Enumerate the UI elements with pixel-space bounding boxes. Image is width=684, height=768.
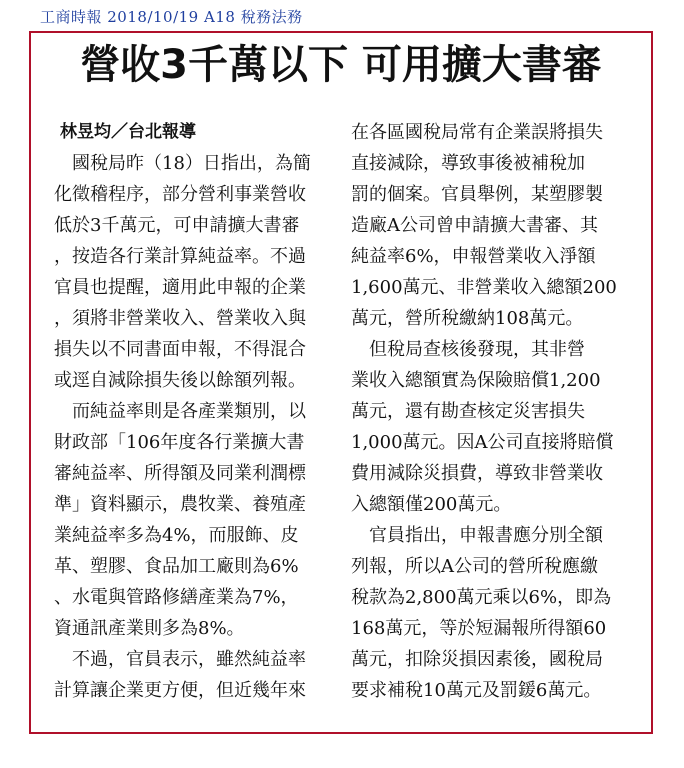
left-column-line: 損失以不同書面申報，不得混合 xyxy=(54,339,306,360)
left-column-line: 審純益率、所得額及同業利潤標 xyxy=(54,463,306,484)
article-headline: 營收3千萬以下 可用擴大書審 xyxy=(80,42,602,88)
left-column-line: 資通訊產業則多為8%。 xyxy=(54,618,245,639)
right-column-line: 直接減除，導致事後被補稅加 xyxy=(351,153,585,174)
right-column-line: 1,600萬元、非營業收入總額200 xyxy=(351,277,617,298)
right-column-line: 但稅局查核後發現，其非營 xyxy=(351,339,585,360)
left-column-line: ，須將非營業收入、營業收入與 xyxy=(54,308,306,329)
article-byline: 林昱均／台北報導 xyxy=(60,122,196,142)
left-column-line: 革、塑膠、食品加工廠則為6% xyxy=(54,556,299,577)
article-right-column xyxy=(351,117,623,706)
left-column-line: 不過，官員表示，雖然純益率 xyxy=(54,649,306,670)
right-column-line: 入總額僅200萬元。 xyxy=(351,494,512,515)
right-column-line: 要求補稅10萬元及罰鍰6萬元。 xyxy=(351,680,602,701)
newspaper-source-header: 工商時報 2018/10/19 A18 稅務法務 xyxy=(40,8,303,26)
right-column-line: 業收入總額實為保險賠償1,200 xyxy=(351,370,601,391)
left-column-line: 計算讓企業更方便，但近幾年來 xyxy=(54,680,306,701)
right-column-line: 萬元，還有勘查核定災害損失 xyxy=(351,401,585,422)
right-column-line: 168萬元，等於短漏報所得額60 xyxy=(351,618,607,639)
left-column-line: 、水電與管路修繕產業為7%， xyxy=(54,587,299,608)
left-column-line: 國稅局昨（18）日指出，為簡 xyxy=(54,153,311,174)
right-column-line: 造廠A公司曾申請擴大書審、其 xyxy=(351,215,598,236)
right-column-line: 列報，所以A公司的營所稅應繳 xyxy=(351,556,598,577)
left-column-line: 準」資料顯示，農牧業、養殖產 xyxy=(54,494,306,515)
right-column-line: 萬元，營所稅繳納108萬元。 xyxy=(351,308,584,329)
left-column-line: 而純益率則是各產業類別，以 xyxy=(54,401,306,422)
article-left-column xyxy=(54,117,326,706)
right-column-line: 在各區國稅局常有企業誤將損失 xyxy=(351,122,603,143)
left-column-line: 低於3千萬元，可申請擴大書審 xyxy=(54,215,300,236)
left-column-line: 官員也提醒，適用此申報的企業 xyxy=(54,277,306,298)
left-column-line: ，按造各行業計算純益率。不過 xyxy=(54,246,306,267)
left-column-line: 財政部「106年度各行業擴大書 xyxy=(54,432,305,453)
article-frame xyxy=(29,31,653,734)
right-column-line: 稅款為2,800萬元乘以6%，即為 xyxy=(351,587,612,608)
right-column-line: 純益率6%，申報營業收入淨額 xyxy=(351,246,596,267)
right-column-line: 官員指出，申報書應分別全額 xyxy=(351,525,603,546)
right-column-line: 萬元，扣除災損因素後，國稅局 xyxy=(351,649,603,670)
right-column-line: 1,000萬元。因A公司直接將賠償 xyxy=(351,432,614,453)
right-column-line: 罰的個案。官員舉例，某塑膠製 xyxy=(351,184,603,205)
left-column-line: 業純益率多為4%，而服飾、皮 xyxy=(54,525,299,546)
left-column-line: 化徵稽程序，部分營利事業營收 xyxy=(54,184,306,205)
right-column-line: 費用減除災損費，導致非營業收 xyxy=(351,463,603,484)
left-column-line: 或逕自減除損失後以餘額列報。 xyxy=(54,370,306,391)
